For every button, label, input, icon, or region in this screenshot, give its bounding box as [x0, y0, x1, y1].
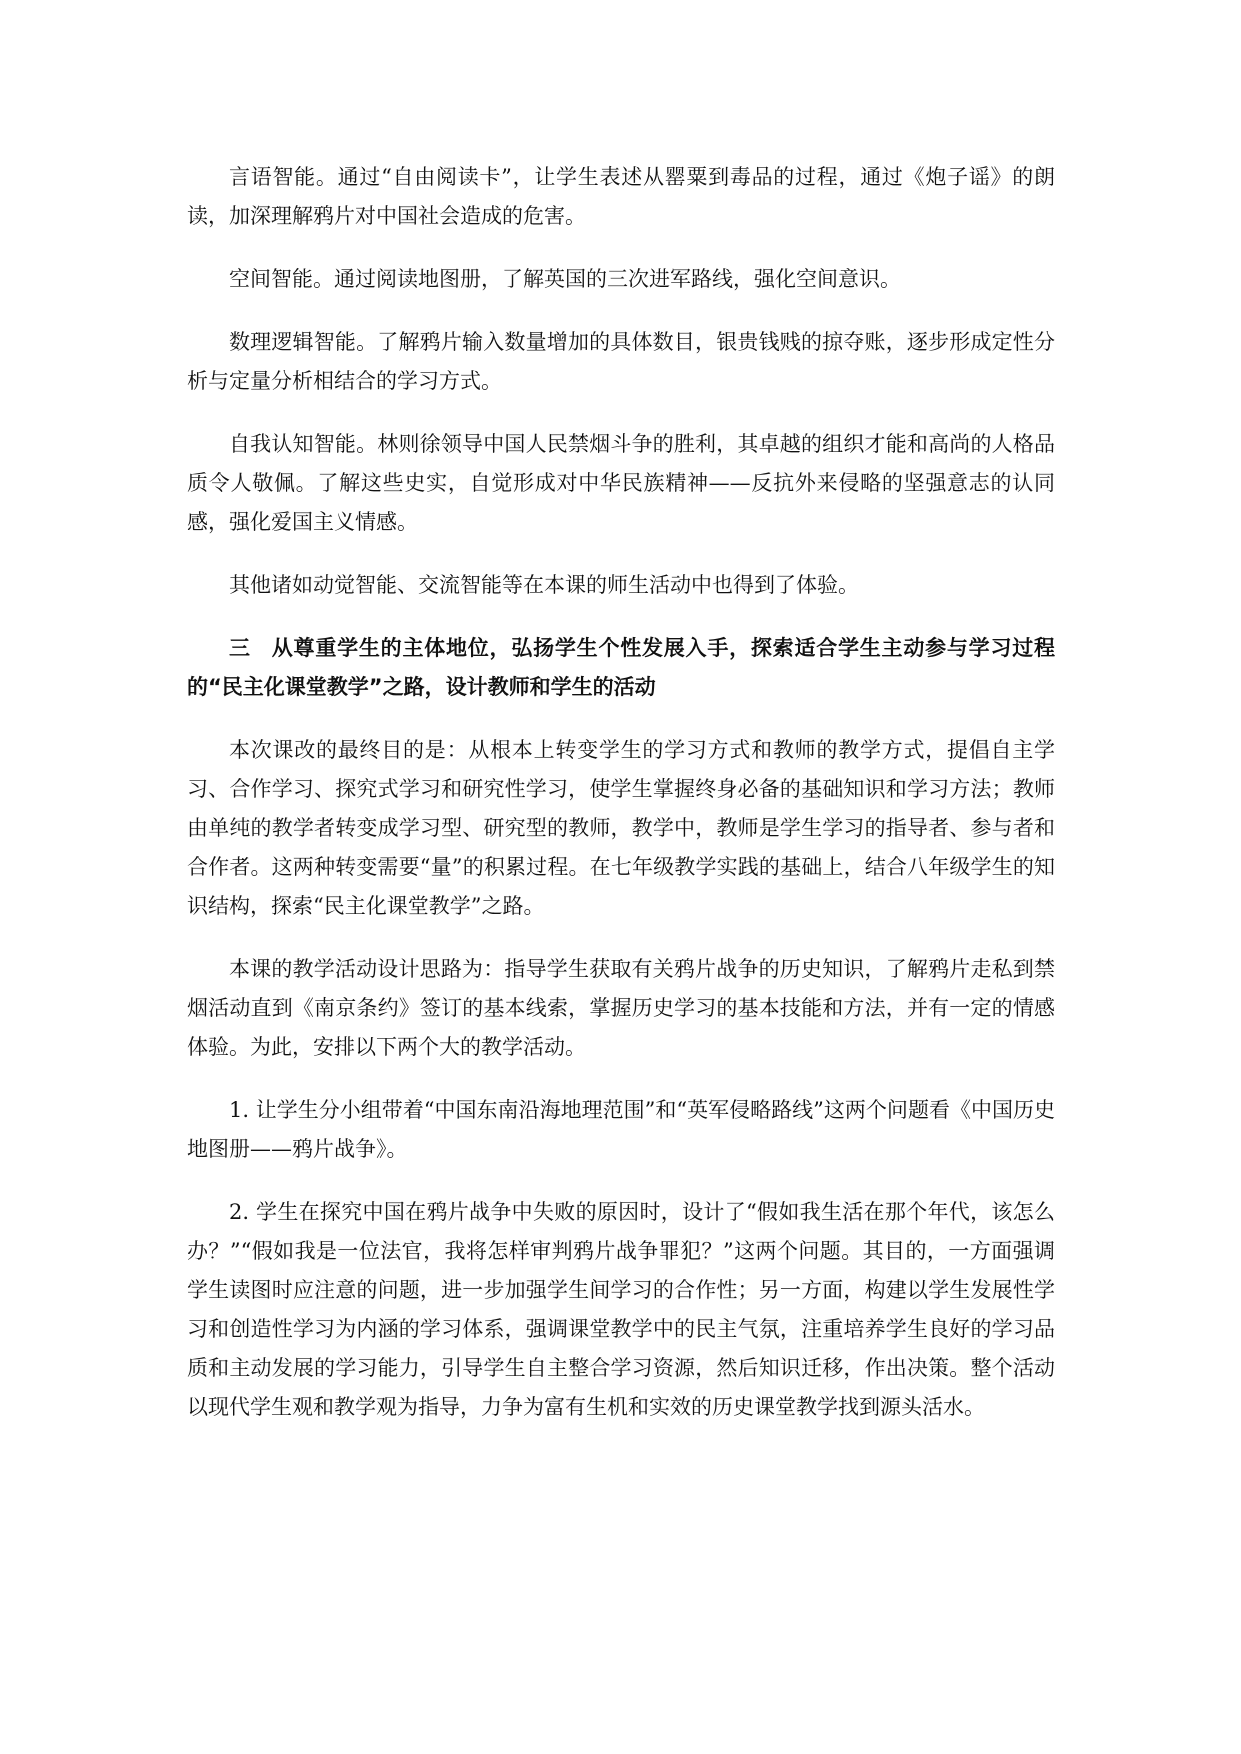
paragraph-design-idea: 本课的教学活动设计思路为：指导学生获取有关鸦片战争的历史知识，了解鸦片走私到禁烟活动直到《南京条约》签订的基本线索，掌握历史学习的基本技能和方法，并有一定的情感体验。为此，安排以下两个大的教学活动。	[187, 957, 1055, 1059]
section-heading	[187, 629, 1055, 707]
paragraph-self-awareness-intelligence: 自我认知智能。林则徐领导中国人民禁烟斗争的胜利，其卓越的组织才能和高尚的人格品质令人敬佩。了解这些史实，自觉形成对中华民族精神——反抗外来侵略的坚强意志的认同感，强化爱国主义情感。	[187, 432, 1055, 534]
paragraph-logical-intelligence: 数理逻辑智能。了解鸦片输入数量增加的具体数目，银贵钱贱的掠夺账，逐步形成定性分析与定量分析相结合的学习方式。	[187, 330, 1055, 393]
paragraph-other-intelligences: 其他诸如动觉智能、交流智能等在本课的师生活动中也得到了体验。	[229, 573, 859, 597]
paragraph-activity-1: 1. 让学生分小组带着“中国东南沿海地理范围”和“英军侵略路线”这两个问题看《中国历史地图册——鸦片战争》。	[187, 1098, 1055, 1161]
paragraph-reform-goal: 本次课改的最终目的是：从根本上转变学生的学习方式和教师的教学方式，提倡自主学习、合作学习、探究式学习和研究性学习，使学生掌握终身必备的基础知识和学习方法；教师由单纯的教学者转变成学习型、研究型的教师，教学中，教师是学生学习的指导者、参与者和合作者。这两种转变需要“量”的积累过程。在七年级教学实践的基础上，结合八年级学生的知识结构，探索“民主化课堂教学”之路。	[187, 738, 1055, 918]
document-page	[187, 158, 1055, 1451]
paragraph-spatial-intelligence: 空间智能。通过阅读地图册，了解英国的三次进军路线，强化空间意识。	[229, 267, 901, 291]
paragraph-activity-2: 2. 学生在探究中国在鸦片战争中失败的原因时，设计了“假如我生活在那个年代，该怎么办？”“假如我是一位法官，我将怎样审判鸦片战争罪犯？”这两个问题。其目的，一方面强调学生读图时应注意的问题，进一步加强学生间学习的合作性；另一方面，构建以学生发展性学习和创造性学习为内涵的学习体系，强调课堂教学中的民主气氛，注重培养学生良好的学习品质和主动发展的学习能力，引导学生自主整合学习资源，然后知识迁移，作出决策。整个活动以现代学生观和教学观为指导，力争为富有生机和实效的历史课堂教学找到源头活水。	[187, 1200, 1055, 1419]
section-number: 三	[229, 636, 251, 660]
paragraph-verbal-intelligence: 言语智能。通过“自由阅读卡”，让学生表述从罂粟到毒品的过程，通过《炮子谣》的朗读，加深理解鸦片对中国社会造成的危害。	[187, 165, 1055, 228]
section-heading-text: 从尊重学生的主体地位，弘扬学生个性发展入手，探索适合学生主动参与学习过程的“民主化课堂教学”之路，设计教师和学生的活动	[187, 636, 1056, 699]
